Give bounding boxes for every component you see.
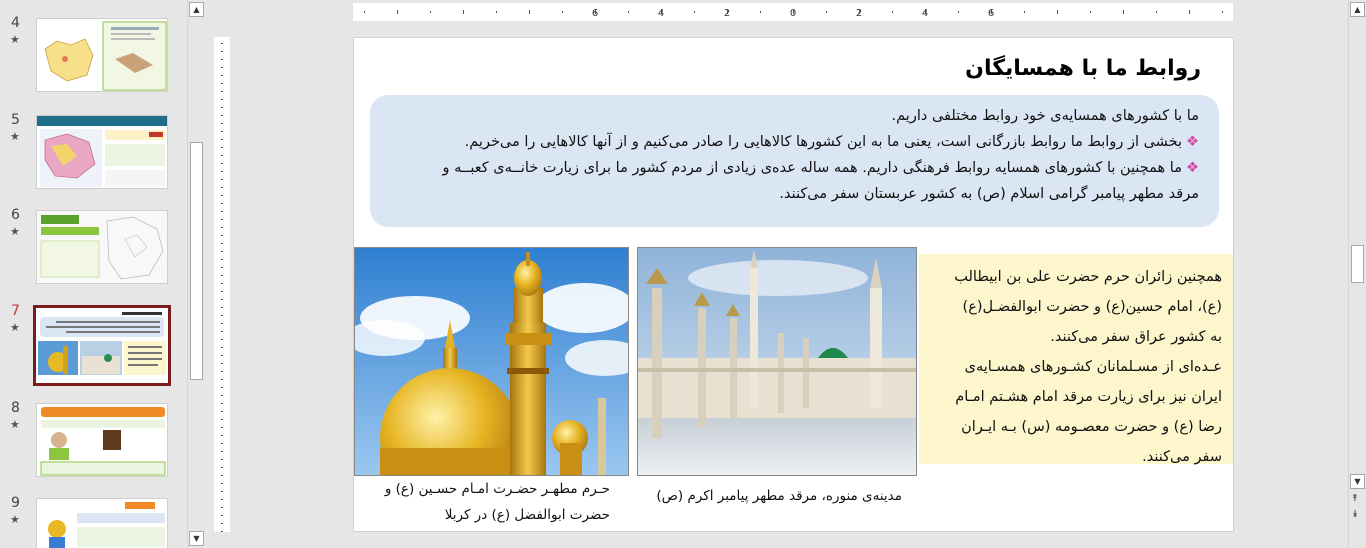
ruler-number: 0 [789,8,797,19]
ruler-tick [221,155,223,156]
slide-scrollbar[interactable] [1348,0,1366,548]
ruler-tick [221,163,223,164]
ruler-tick [221,275,223,276]
ruler-tick [221,339,223,340]
scroll-up-arrow-icon[interactable]: ▲ [1350,2,1365,17]
ruler-tick [430,11,431,13]
animation-star-icon: ★ [10,225,20,238]
ruler-tick [221,315,223,316]
ruler-tick [221,531,223,532]
ruler-tick [221,171,223,172]
bullet-icon: ❖ [1186,134,1199,150]
scroll-down-arrow-icon[interactable]: ▼ [189,531,204,546]
ruler-tick [221,491,223,492]
ruler-tick [221,419,223,420]
ruler-tick [221,475,223,476]
ruler-tick [1222,11,1223,13]
scroll-down-arrow-icon[interactable]: ▼ [1350,474,1365,489]
ruler-tick [221,371,223,372]
side-line: سفر می‌کنند. [1142,449,1222,465]
ruler-tick [221,187,223,188]
ruler-tick [221,499,223,500]
ruler-tick [221,307,223,308]
slide-number: 9 [11,495,20,511]
ruler-tick [221,523,223,524]
animation-star-icon: ★ [10,321,20,334]
thumbnail-image[interactable] [36,403,168,477]
ruler-tick [221,515,223,516]
animation-star-icon: ★ [10,33,20,46]
slide-number: 7 [11,303,20,319]
ruler-number: 2 [723,8,731,19]
animation-star-icon: ★ [10,513,20,526]
ruler-tick [221,363,223,364]
ruler-tick [221,443,223,444]
ruler-tick [221,139,223,140]
ruler-number: 4 [921,8,929,19]
ruler-tick [221,355,223,356]
ruler-tick [694,11,695,13]
ruler-tick [1057,10,1058,14]
side-line: همچنین زائران حرم حضرت علی بن ابیطالب [954,269,1222,285]
ruler-tick [221,299,223,300]
slide-number: 6 [11,207,20,223]
karbala-shrine-photo[interactable] [354,247,629,476]
ruler-number: 6 [591,8,599,19]
ruler-tick [221,507,223,508]
ruler-number: 6 [987,8,995,19]
ruler-number: 2 [855,8,863,19]
slide-number: 8 [11,400,20,416]
ruler-tick [221,195,223,196]
scrollbar-thumb[interactable] [190,142,203,380]
ruler-tick [221,123,223,124]
ruler-tick [221,451,223,452]
ruler-tick [1189,10,1190,14]
ruler-tick [221,203,223,204]
side-line: عـده‌ای از مسـلمانان کشـورهای همسـایه‌ی [964,359,1222,375]
thumbnail-image[interactable] [36,115,168,189]
ruler-tick [221,179,223,180]
ruler-tick [221,219,223,220]
intro-bullet-line: ❖ما همچنین با کشورهای همسایه روابط فرهنگی داریم. همه ساله عده‌ی زیادی از مردم کشور ما برای زیارت خانــه‌ی کعبــه و [442,160,1199,176]
ruler-tick [463,10,464,14]
ruler-tick [1156,11,1157,13]
ruler-tick [221,91,223,92]
vertical-ruler[interactable] [214,37,230,532]
slide-canvas[interactable] [353,37,1234,532]
slide-thumbnail-pane[interactable] [0,0,206,548]
ruler-tick [496,11,497,13]
ruler-tick [221,83,223,84]
previous-slide-icon[interactable]: ⯭ [1352,493,1358,504]
ruler-number: 4 [657,8,665,19]
ruler-tick [221,403,223,404]
ruler-tick [221,147,223,148]
ruler-tick [892,11,893,13]
ruler-tick [221,331,223,332]
ruler-tick [221,259,223,260]
ruler-tick [221,131,223,132]
scroll-up-arrow-icon[interactable]: ▲ [189,2,204,17]
side-line: به کشور عراق سفر می‌کنند. [1050,329,1222,345]
ruler-tick [221,483,223,484]
ruler-tick [221,251,223,252]
thumbnail-image[interactable] [33,305,171,386]
intro-text-box[interactable] [370,95,1219,227]
ruler-tick [529,10,530,14]
side-line: رضا (ع) و حضرت معصـومه (س) بـه ایـران [961,419,1222,435]
scrollbar-thumb[interactable] [1351,245,1364,283]
karbala-caption[interactable]: حـرم مطهـر حضـرت امـام حسـین (ع) و حضرت ابوالفضل (ع) در کربلا [384,481,610,523]
thumbnail-image[interactable] [36,210,168,284]
ruler-tick [221,99,223,100]
ruler-tick [1123,10,1124,14]
thumbnail-image[interactable] [36,18,168,92]
ruler-tick [221,243,223,244]
medina-caption[interactable]: مدینه‌ی منوره، مرقد مطهر پیامبر اکرم (ص) [656,488,902,504]
ruler-tick [1024,11,1025,13]
next-slide-icon[interactable]: ⯯ [1352,509,1358,520]
ruler-tick [221,291,223,292]
slide-number: 5 [11,112,20,128]
intro-line: مرقد مطهر پیامبر گرامی اسلام (ص) به کشور عربستان سفر می‌کنند. [779,186,1199,202]
ruler-tick [364,11,365,13]
ruler-tick [221,267,223,268]
slide-number: 4 [11,15,20,31]
medina-mosque-photo[interactable] [637,247,917,476]
ruler-tick [221,435,223,436]
thumbnail-scrollbar[interactable] [187,0,204,548]
ruler-tick [221,395,223,396]
ruler-tick [221,43,223,44]
thumbnail-image[interactable] [36,498,168,548]
ruler-tick [221,467,223,468]
ruler-tick [221,59,223,60]
intro-line: ما با کشورهای همسایه‌ی خود روابط مختلفی داریم. [891,108,1199,124]
ruler-tick [221,51,223,52]
side-line: (ع)، امام حسین(ع) و حضرت ابوالفضـل(ع) [962,299,1222,315]
ruler-tick [221,211,223,212]
ruler-tick [221,347,223,348]
ruler-tick [397,10,398,14]
ruler-tick [221,459,223,460]
ruler-tick [562,11,563,13]
side-line: ایران نیز برای زیارت مرقد امام هشـتم امـام [955,389,1222,405]
ruler-tick [221,379,223,380]
ruler-tick [221,387,223,388]
ruler-tick [221,283,223,284]
ruler-tick [221,323,223,324]
animation-star-icon: ★ [10,418,20,431]
intro-bullet-line: ❖بخشی از روابط ما روابط بازرگانی است، یعنی ما به این کشورها کالاهایی را صادر می‌کنیم و از آنها کالاهایی را می‌خریم. [464,134,1199,150]
ruler-tick [221,67,223,68]
slide-title[interactable]: روابط ما با همسایگان [965,56,1201,81]
bullet-icon: ❖ [1186,160,1199,176]
ruler-tick [221,115,223,116]
horizontal-ruler[interactable] [353,3,1233,21]
animation-star-icon: ★ [10,130,20,143]
ruler-tick [760,11,761,13]
ruler-tick [221,107,223,108]
ruler-tick [1090,11,1091,13]
ruler-tick [958,11,959,13]
side-text-box[interactable] [926,262,1222,472]
ruler-tick [221,411,223,412]
ruler-tick [221,235,223,236]
ruler-tick [628,11,629,13]
ruler-tick [221,75,223,76]
ruler-tick [826,11,827,13]
ruler-tick [221,227,223,228]
ruler-tick [221,427,223,428]
